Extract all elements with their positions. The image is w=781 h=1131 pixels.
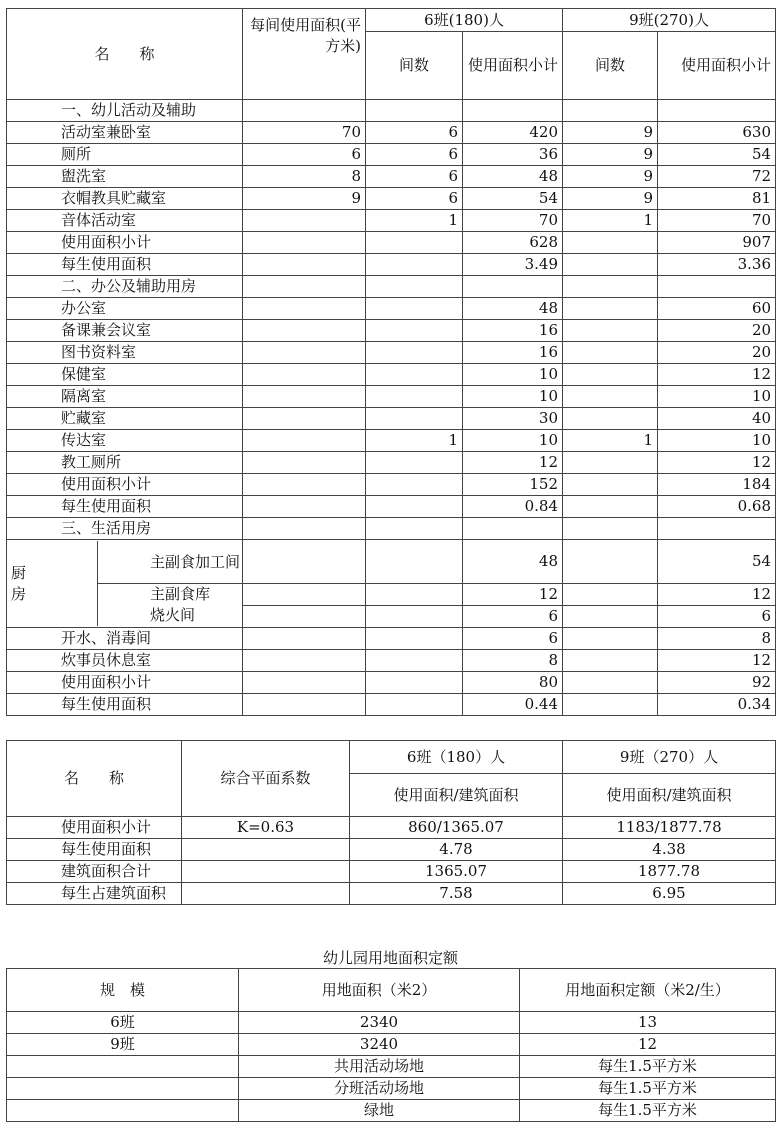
per-room-area (243, 408, 366, 430)
count-9 (563, 232, 658, 254)
area-9: 8 (658, 628, 776, 650)
count-9: 1 (563, 210, 658, 232)
count-6 (366, 606, 463, 628)
per-room-area (243, 518, 366, 540)
table-row (7, 342, 776, 364)
value-6: 4.78 (350, 839, 563, 861)
area-6: 16 (463, 320, 563, 342)
count-9 (563, 320, 658, 342)
table-row (7, 883, 776, 905)
area-9: 60 (658, 298, 776, 320)
area-9: 0.68 (658, 496, 776, 518)
area-6: 36 (463, 144, 563, 166)
count-6 (366, 232, 463, 254)
header-6-class: 6班(180)人 (366, 9, 563, 32)
room-name: 备课兼会议室 (7, 320, 243, 342)
table-row (7, 408, 776, 430)
table-row (7, 386, 776, 408)
per-room-area (243, 298, 366, 320)
coefficient (182, 883, 350, 905)
value-9: 1183/1877.78 (563, 817, 776, 839)
table-row (7, 1034, 776, 1056)
count-6 (366, 298, 463, 320)
area-6: 0.84 (463, 496, 563, 518)
area-9 (658, 276, 776, 298)
count-9 (563, 540, 658, 584)
quota: 每生1.5平方米 (520, 1056, 776, 1078)
count-6 (366, 694, 463, 716)
row-name: 使用面积小计 (7, 817, 182, 839)
area-9 (658, 100, 776, 122)
per-room-area: 8 (243, 166, 366, 188)
area-6: 0.44 (463, 694, 563, 716)
kitchen-room-name: 主副食加工间 (150, 552, 241, 571)
per-room-area: 70 (243, 122, 366, 144)
value-6: 7.58 (350, 883, 563, 905)
scale (7, 1078, 239, 1100)
area-6: 54 (463, 188, 563, 210)
count-9 (563, 386, 658, 408)
row-name: 每生占建筑面积 (7, 883, 182, 905)
per-room-area (243, 694, 366, 716)
area-9: 907 (658, 232, 776, 254)
per-room-area (243, 210, 366, 232)
count-9 (563, 694, 658, 716)
area-6: 30 (463, 408, 563, 430)
count-6 (366, 254, 463, 276)
room-name: 每生使用面积 (7, 496, 243, 518)
room-name: 音体活动室 (7, 210, 243, 232)
table-row (7, 452, 776, 474)
per-room-area (243, 474, 366, 496)
room-name: 二、办公及辅助用房 (7, 276, 243, 298)
count-6 (366, 320, 463, 342)
count-6 (366, 540, 463, 584)
count-9: 9 (563, 122, 658, 144)
table-row (7, 320, 776, 342)
table-row (7, 1012, 776, 1034)
header-land-area: 用地面积（米2） (239, 969, 520, 1012)
area-6 (463, 276, 563, 298)
count-9: 9 (563, 188, 658, 210)
count-9 (563, 254, 658, 276)
count-9 (563, 474, 658, 496)
area-9 (658, 518, 776, 540)
area-6: 10 (463, 364, 563, 386)
per-room-area (243, 430, 366, 452)
count-9 (563, 672, 658, 694)
per-room-area (243, 452, 366, 474)
table-row (7, 144, 776, 166)
count-6 (366, 584, 463, 606)
table-row (7, 166, 776, 188)
header-subtotal-9: 使用面积小计 (658, 32, 776, 100)
table-row (7, 496, 776, 518)
land-area: 2340 (239, 1012, 520, 1034)
kitchen-label: 厨 房 (7, 541, 98, 626)
table-row (7, 1056, 776, 1078)
count-6: 6 (366, 122, 463, 144)
table-row (7, 839, 776, 861)
header-count-6: 间数 (366, 32, 463, 100)
table-row (7, 1078, 776, 1100)
area-6: 3.49 (463, 254, 563, 276)
per-room-area (243, 100, 366, 122)
table-row (7, 298, 776, 320)
count-6 (366, 628, 463, 650)
scale: 9班 (7, 1034, 239, 1056)
count-9 (563, 606, 658, 628)
count-9 (563, 100, 658, 122)
land-area: 3240 (239, 1034, 520, 1056)
area-6: 8 (463, 650, 563, 672)
count-9 (563, 452, 658, 474)
area-6: 6 (463, 628, 563, 650)
table-row (7, 650, 776, 672)
header-6-class: 6班（180）人 (350, 741, 563, 774)
kitchen-room-name: 烧火间 (150, 606, 196, 624)
table-row (7, 1100, 776, 1122)
row-name: 每生使用面积 (7, 839, 182, 861)
area-9: 12 (658, 584, 776, 606)
count-9 (563, 298, 658, 320)
table-row (7, 364, 776, 386)
room-name: 使用面积小计 (7, 232, 243, 254)
per-room-area: 9 (243, 188, 366, 210)
value-9: 1877.78 (563, 861, 776, 883)
room-name: 贮藏室 (7, 408, 243, 430)
room-name: 每生使用面积 (7, 254, 243, 276)
row-name: 建筑面积合计 (7, 861, 182, 883)
count-9 (563, 342, 658, 364)
count-6: 6 (366, 166, 463, 188)
area-9: 630 (658, 122, 776, 144)
per-room-area (243, 364, 366, 386)
room-name: 厕所 (7, 144, 243, 166)
area-6: 48 (463, 166, 563, 188)
header-subtotal-6: 使用面积小计 (463, 32, 563, 100)
header-name: 名 称 (7, 741, 182, 817)
count-6 (366, 408, 463, 430)
count-6 (366, 342, 463, 364)
header-sub-6: 使用面积/建筑面积 (350, 774, 563, 817)
land-quota-table (6, 968, 776, 1122)
land-area: 绿地 (239, 1100, 520, 1122)
scale: 6班 (7, 1012, 239, 1034)
count-9 (563, 650, 658, 672)
area-6: 420 (463, 122, 563, 144)
per-room-area (243, 628, 366, 650)
table-row (7, 100, 776, 122)
table-row (7, 540, 776, 584)
header-count-9: 间数 (563, 32, 658, 100)
area-9: 3.36 (658, 254, 776, 276)
area-6: 10 (463, 386, 563, 408)
area-9: 12 (658, 452, 776, 474)
header-name: 名 称 (7, 9, 243, 100)
quota: 12 (520, 1034, 776, 1056)
quota: 每生1.5平方米 (520, 1078, 776, 1100)
room-name: 使用面积小计 (7, 474, 243, 496)
count-6 (366, 364, 463, 386)
table-row (7, 276, 776, 298)
count-9 (563, 584, 658, 606)
room-name: 隔离室 (7, 386, 243, 408)
per-room-area (243, 320, 366, 342)
area-9: 81 (658, 188, 776, 210)
value-9: 6.95 (563, 883, 776, 905)
count-9: 9 (563, 144, 658, 166)
count-6: 6 (366, 188, 463, 210)
area-9: 92 (658, 672, 776, 694)
header-sub-9: 使用面积/建筑面积 (563, 774, 776, 817)
room-name: 活动室兼卧室 (7, 122, 243, 144)
header-scale: 规 模 (7, 969, 239, 1012)
per-room-area (243, 650, 366, 672)
per-room-area (243, 672, 366, 694)
table-row (7, 861, 776, 883)
per-room-area: 6 (243, 144, 366, 166)
area-6 (463, 100, 563, 122)
coefficient (182, 839, 350, 861)
count-6 (366, 452, 463, 474)
room-name: 图书资料室 (7, 342, 243, 364)
count-6 (366, 100, 463, 122)
area-9: 40 (658, 408, 776, 430)
area-6: 70 (463, 210, 563, 232)
area-6: 16 (463, 342, 563, 364)
area-9: 6 (658, 606, 776, 628)
count-6: 6 (366, 144, 463, 166)
per-room-area (243, 276, 366, 298)
per-room-area (243, 496, 366, 518)
room-name: 盥洗室 (7, 166, 243, 188)
room-name: 炊事员休息室 (7, 650, 243, 672)
area-9: 54 (658, 144, 776, 166)
per-room-area (243, 606, 366, 628)
count-9 (563, 364, 658, 386)
area-9: 72 (658, 166, 776, 188)
room-area-table (6, 8, 776, 716)
count-6 (366, 496, 463, 518)
coefficient (182, 861, 350, 883)
table-row (7, 817, 776, 839)
land-area: 共用活动场地 (239, 1056, 520, 1078)
area-9: 20 (658, 320, 776, 342)
table-row (7, 518, 776, 540)
header-quota: 用地面积定额（米2/生） (520, 969, 776, 1012)
value-6: 860/1365.07 (350, 817, 563, 839)
count-9 (563, 408, 658, 430)
area-6: 48 (463, 298, 563, 320)
area-9: 12 (658, 650, 776, 672)
count-9 (563, 518, 658, 540)
area-6 (463, 518, 563, 540)
building-area-table (6, 740, 776, 905)
count-6: 1 (366, 430, 463, 452)
count-6 (366, 650, 463, 672)
area-9: 10 (658, 430, 776, 452)
table-row (7, 122, 776, 144)
per-room-area (243, 386, 366, 408)
table-row (7, 254, 776, 276)
area-9: 184 (658, 474, 776, 496)
room-name: 办公室 (7, 298, 243, 320)
count-6 (366, 386, 463, 408)
count-6 (366, 474, 463, 496)
land-area: 分班活动场地 (239, 1078, 520, 1100)
value-6: 1365.07 (350, 861, 563, 883)
room-name: 每生使用面积 (7, 694, 243, 716)
kitchen-group (7, 540, 243, 628)
area-9: 54 (658, 540, 776, 584)
value-9: 4.38 (563, 839, 776, 861)
area-9: 20 (658, 342, 776, 364)
kitchen-room-name: 主副食库 (98, 583, 242, 605)
table-row (7, 694, 776, 716)
table-row (7, 188, 776, 210)
quota: 每生1.5平方米 (520, 1100, 776, 1122)
area-6: 6 (463, 606, 563, 628)
header-9-class: 9班（270）人 (563, 741, 776, 774)
per-room-area (243, 540, 366, 584)
count-9: 1 (563, 430, 658, 452)
area-6: 12 (463, 584, 563, 606)
room-name: 保健室 (7, 364, 243, 386)
coefficient: K=0.63 (182, 817, 350, 839)
quota: 13 (520, 1012, 776, 1034)
table-row (7, 672, 776, 694)
per-room-area (243, 254, 366, 276)
area-9: 12 (658, 364, 776, 386)
room-name: 三、生活用房 (7, 518, 243, 540)
count-9 (563, 496, 658, 518)
room-name: 使用面积小计 (7, 672, 243, 694)
count-6 (366, 518, 463, 540)
count-6: 1 (366, 210, 463, 232)
count-6 (366, 276, 463, 298)
table-row (7, 232, 776, 254)
room-name: 开水、消毒间 (7, 628, 243, 650)
area-6: 48 (463, 540, 563, 584)
count-9 (563, 276, 658, 298)
header-per-room: 每间使用面积(平方米) (243, 9, 366, 100)
area-6: 12 (463, 452, 563, 474)
count-9: 9 (563, 166, 658, 188)
land-quota-title: 幼儿园用地面积定额 (322, 949, 458, 967)
per-room-area (243, 584, 366, 606)
table-row (7, 430, 776, 452)
scale (7, 1100, 239, 1122)
table-row (7, 628, 776, 650)
area-6: 80 (463, 672, 563, 694)
count-9 (563, 628, 658, 650)
table-row (7, 474, 776, 496)
header-9-class: 9班(270)人 (563, 9, 776, 32)
area-9: 70 (658, 210, 776, 232)
area-6: 10 (463, 430, 563, 452)
room-name: 教工厕所 (7, 452, 243, 474)
count-6 (366, 672, 463, 694)
area-9: 0.34 (658, 694, 776, 716)
scale (7, 1056, 239, 1078)
area-9: 10 (658, 386, 776, 408)
area-6: 152 (463, 474, 563, 496)
room-name: 一、幼儿活动及辅助 (7, 100, 243, 122)
header-coefficient: 综合平面系数 (182, 741, 350, 817)
per-room-area (243, 232, 366, 254)
area-6: 628 (463, 232, 563, 254)
room-name: 传达室 (7, 430, 243, 452)
per-room-area (243, 342, 366, 364)
room-name: 衣帽教具贮藏室 (7, 188, 243, 210)
table-row (7, 210, 776, 232)
